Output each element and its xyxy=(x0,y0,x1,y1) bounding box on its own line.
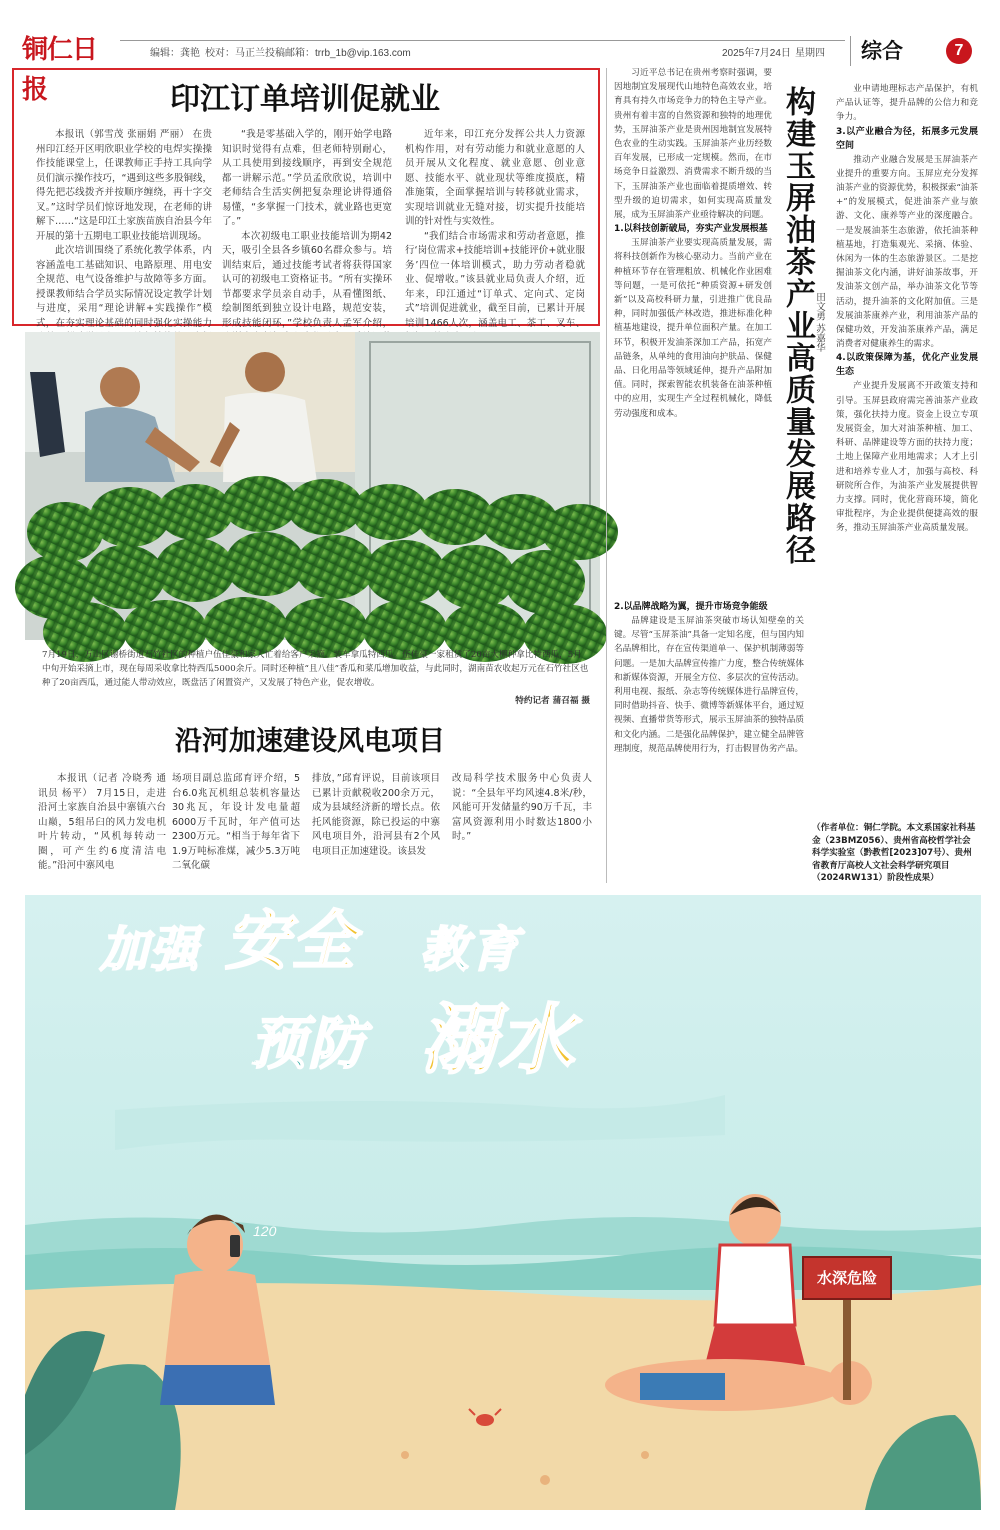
header-rule xyxy=(120,40,845,41)
article2-column-3 xyxy=(312,772,440,884)
article1-paragraph: 此次培训围绕了系统化教学体系，内容涵盖电工基础知识、电路原理、用电安全规范、电气设备维护与故障等多方面。授课教师结合学员实际情况设定教学计划与进度，采用“理论讲解+实践操作”模式，在夯实理论基础的同时强化实操能力 xyxy=(36,245,212,329)
poster-title-strengthen: 加强 xyxy=(100,922,201,978)
article3-paragraph: 产业提升发展离不开政策支持和引导。玉屏县政府需完善油茶产业政策，强化扶持力度。资金上设立专项发展资金，加大对油茶种植、加工、科研、品牌建设等方面的扶持力度；土地上保障产业用地需求；人才上引进和培养专业人才，加强与高校、科研院所合作，为油茶产业发展提供智力支撑。同时，优化营商环境，简化审批程序，为企业提供便捷高效的服务，推动玉屏油茶产业高质量发展。 xyxy=(836,381,978,534)
article3-funding-note: （作者单位：铜仁学院。本文系国家社科基金（23BMZ056）、贵州省高校哲学社会科学实验室（黔教哲[2023]07号）、贵州省教育厅高校人文社会科学研究项目（2024RW131）阶段性成果） xyxy=(812,823,976,883)
issue-date: 2025年7月24日 xyxy=(722,48,791,59)
editor-credit: 编辑：龚艳 xyxy=(150,48,200,59)
poster-title-drowning: 溺水 xyxy=(420,995,576,1084)
issue-weekday: 星期四 xyxy=(795,48,825,59)
article3-byline: 田文勇 苏嘉华 xyxy=(814,292,825,353)
article3-paragraph: 推动产业融合发展是玉屏油茶产业提升的重要方向。玉屏应充分发挥油茶产业的资源优势，积极探索“油茶+”的发展模式，促进油茶产业与旅游、文化、康养等产业的深度融合。一是发展油茶生态旅游，依托油茶种植基地，打造集观光、采摘、体验、休闲为一体的生态旅游景区。二是挖掘油茶文化内涵，讲好油茶故事，开发油茶文创产品，举办油茶文化节等活动，提升油茶的文化附加值。三是发展油茶康养产业，利用油茶产品的保健功效，开发油茶康养产品，满足消费者对健康养生的需求。 xyxy=(836,154,978,350)
article1-paragraph: 近年来，印江充分发挥公共人力资源机构作用，对有劳动能力和就业意愿的人员开展从文化程度、就业意愿、创业意愿、技能水平、就业现状等维度摸底，精准施策，全面掌握培训与转移就业需求，实现培训就业无缝对接，切实提升技能培训的针对性与实效性。 xyxy=(405,129,585,227)
article1-paragraph: “我是零基础入学的，刚开始学电路知识时觉得有点难，但老师特别耐心，从工具使用到接线顺序，再到安全规范都一讲解示范。”学员孟欣欣说，培训中老师结合生活实例把复杂理论讲得通俗易懂，“多掌握一门技术，就业路也更宽了。” xyxy=(222,129,392,227)
article2-paragraph: 场项目副总监邱育评介绍，5台6.0兆瓦机组总装机容量达30兆瓦，年设计发电量超6000万千瓦时，年产值可达2300万元。“相当于每年省下1.9万吨标准煤，减少5.3万吨二氧化碳 xyxy=(172,773,300,871)
submission-email: 投稿邮箱：trrb_1b@vip.163.com xyxy=(265,48,411,59)
article1-paragraph: “我们结合市场需求和劳动者意愿，推行‘岗位需求+技能培训+技能评价+就业服务’四位一体培训模式，助力劳动者稳就业、促增收。”该县就业局负责人介绍，近年来，印江通过“订单式、定向式、定岗式”培训促进就业，截至目前，已累计开展培训1466人次，涵盖电工、茶工、叉车、 xyxy=(405,230,585,329)
warning-sign-text: 水深危险 xyxy=(816,1269,877,1287)
article3-paragraph: 品牌建设是玉屏油茶突破市场认知壁垒的关键。尽管“玉屏茶油”具备一定知名度，但与国内知名品牌相比，存在宣传渠道单一、保护机制薄弱等问题。一是加大品牌宣传推广力度，整合传统媒体和新媒体资源，开展全方位、多层次的宣传活动。利用电视、报纸、杂志等传统媒体进行品牌宣传，同时借助抖音、快手、微博等新媒体平台，通过短视频、直播带货等形式，展示玉屏油茶的独特品质和文化内涵。二是强化品牌保护，建立健全品牌管理制度，规范品牌使用行为，打击假冒伪劣产品。 xyxy=(614,616,804,754)
article1-title: 印江订单培训促就业 xyxy=(170,82,440,117)
poster-title-education: 教育 xyxy=(420,922,521,978)
photo-caption: 7月19日，万山区谢桥街道石竹社区的种植户伍佳豪和家人忙着给客户采摘、装车拿瓜特西瓜。伍佳豪一家租赁了20亩大棚种拿比特西瓜，5月中旬开始采摘上市，现在每周采收拿比特西瓜5000余斤。同时还种植“且八佳”香瓜和菜瓜增加收益，与此同时，湖南苗农收起万元在石竹社区也种了20亩西瓜，通过能人带动效应，既盘活了闲置资产，又发展了特色产业，促农增收。 xyxy=(42,650,589,688)
beach-scene xyxy=(25,895,981,1510)
column-divider xyxy=(606,68,607,883)
article3-title: 构建玉屏油茶产业高质量发展路径 xyxy=(780,86,815,566)
call-120-bubble: 120 xyxy=(253,1223,277,1239)
proofreader-credit: 校对：马正兰 xyxy=(205,48,265,59)
watermelon-illustration xyxy=(25,332,600,640)
photo-credit: 特约记者 蒲召福 摄 xyxy=(515,696,590,706)
article3-column-1 xyxy=(614,66,772,596)
article1-column-3 xyxy=(405,128,585,329)
article2-paragraph: 排放，”邱育评说，目前该项目已累计贡献税收200余万元，成为县域经济新的增长点。依托风能资源，除已投运的中寨风电项目外，沿河县有2个风电项目正加速建设。该县发 xyxy=(312,773,440,857)
article3-paragraph: 习近平总书记在贵州考察时强调，要因地制宜发展现代山地特色高效农业，培育具有持久市场竞争力的特色主导产业。贵州有着丰富的自然资源和独特的地理优势，玉屏油茶产业是贵州因地制宜发展特色农业的生动实践。玉屏油茶产业历经数百年发展，已形成一定规模。然而，在市场竞争日益激烈、消费需求不断升级的当下，玉屏油茶产业也面临着提质增效、转型升级的迫切需求，如何实现高质量发展，成为玉屏油茶产业亟待解决的问题。 xyxy=(614,68,772,221)
poster-title-safety: 安全 xyxy=(225,905,357,979)
article2-column-4 xyxy=(452,772,592,884)
poster-title-prevent: 预防 xyxy=(250,1012,366,1077)
article2-column-2 xyxy=(172,772,300,884)
article2-title: 沿河加速建设风电项目 xyxy=(175,726,445,757)
article3-subheading: 4.以政策保障为基，优化产业发展生态 xyxy=(836,353,978,378)
article3-paragraph: 玉屏油茶产业要实现高质量发展，需将科技创新作为核心驱动力。当前产业在种植环节存在管理粗放、机械化作业困难等问题，一是可依托“种质资源+研发创新”以及高校科研力量，引进推广优良品种，同时加强低产林改造，推进标准化种植基地建设，提升单位面积产量。在加工环节，积极开发油茶深加工产品，拓宽产品链条，从单纯的食用油向护肤品、保健品、日化用品等领域延伸，提升产品附加值。同时，探索智能农机装备在油茶种植中的应用，实现生产全过程机械化，降低劳动强度和成本。 xyxy=(614,238,772,419)
article2-paragraph: 本报讯（记者 冷晓秀 通讯员 杨平） 7月15日，走进沿河土家族自治县中寨镇六台山巅，5组吊臼的风力发电机叶片转动，“风机每转动一圈，可产生约6度清洁电能。”沿河中寨风电 xyxy=(38,773,166,871)
masthead-logo: 铜仁日报 xyxy=(22,35,98,105)
article3-subheading: 2.以品牌战略为翼，提升市场竞争能级 xyxy=(614,602,768,612)
article3-column-2 xyxy=(836,82,978,822)
article1-column-1 xyxy=(36,128,212,329)
article2-column-1 xyxy=(38,772,166,884)
watermelon-photo xyxy=(25,332,600,640)
section-label: 综合 xyxy=(850,36,951,66)
article3-subheading: 1.以科技创新破局，夯实产业发展根基 xyxy=(614,224,768,235)
article2-paragraph: 改局科学技术服务中心负责人说：“全县年平均风速4.8米/秒，风能可开发储量约90万千瓦，丰富风资源利用小时数达1800小时。” xyxy=(452,773,592,842)
article3-paragraph: 业申请地理标志产品保护，有机产品认证等，提升品牌的公信力和竞争力。 xyxy=(836,84,978,123)
watermelon-pile xyxy=(15,476,618,664)
article3-column-1-lower xyxy=(614,600,804,883)
article3-subheading: 3.以产业融合为径，拓展多元发展空间 xyxy=(836,126,978,151)
article1-paragraph: 本次初级电工职业技能培训为期42天，吸引全县各乡镇60名群众参与。培训结束后，通过技能考试者将获得国家认可的初级电工资格证书。“所有实操环节都要求学员亲自动手，从看懂图纸、绘制图纸到独立设计电路，规范安装，形成技能闭环，”学校负责人孟军介绍， xyxy=(222,230,392,329)
article1-column-2 xyxy=(222,128,392,329)
article1-paragraph: 本报讯（郭雪茂 张丽娟 严丽） 在贵州印江经开区明欣职业学校的电焊实操操作技能课堂上，任课教师正手持工具向学员们演示操作技巧，“遇到这些多股铜线，得先把芯线拨齐并按顺序缠绕，再十字交叉。”这时学员们惊讶地发现，在老师的讲解下……“这是印江土家族苗族自治县今年开展的第十五期电工职业技能培训现场。 xyxy=(36,129,212,242)
water-safety-poster xyxy=(25,895,981,1510)
page-number-badge: 7 xyxy=(946,38,972,64)
